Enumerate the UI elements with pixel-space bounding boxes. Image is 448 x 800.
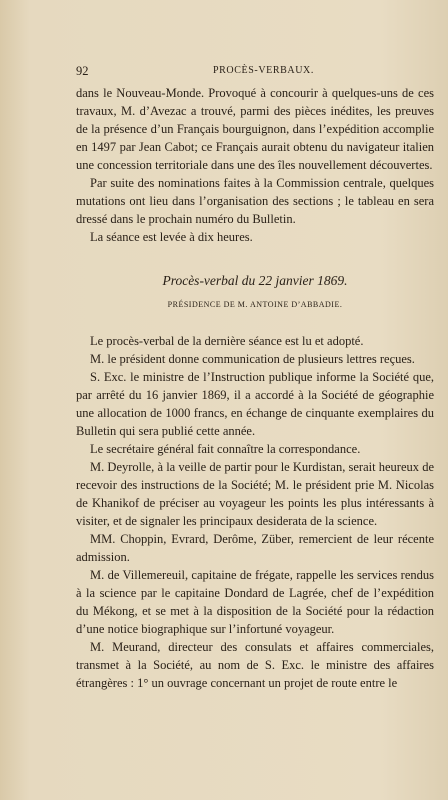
paragraph: La séance est levée à dix heures. [90, 230, 253, 244]
presidence-line: PRÉSIDENCE DE M. ANTOINE D’ABBADIE. [167, 300, 343, 309]
running-title: PROCÈS-VERBAUX. [213, 65, 314, 76]
page-number: 92 [76, 64, 89, 78]
paragraph: M. le président donne communication de plusieurs lettres reçues. [90, 352, 415, 366]
paragraph: dans le Nouveau-Monde. Provoqué à concourir à quelques-uns de ces travaux, M. d’Avezac a trouvé, parmi des pièces inédites, les preuves de la présence d’un Français bourguignon, dans l’expédition accomplie en 1497 par Jean Cabot; ce Français aurait obtenu du navigateur italien une concession territoriale dans une des îles nouvellement découvertes. [76, 86, 434, 172]
paragraph: Le secrétaire général fait connaître la correspondance. [90, 442, 361, 456]
page-body [76, 84, 434, 692]
paragraph: M. de Villemereuil, capitaine de frégate, rappelle les services rendus à la science par le capitaine Dondard de Lagrée, chef de l’expédition du Mékong, et se met à la disposition de la Société pour la rédaction d’une notice biographique sur l’infortuné voyageur. [76, 568, 434, 636]
paragraph: Le procès-verbal de la dernière séance est lu et adopté. [90, 334, 364, 348]
paragraph: S. Exc. le ministre de l’Instruction publique informe la Société que, par arrêté du 16 janvier 1869, il a accordé à la Société de géographie une allocation de 1000 francs, en échange de cinquante exemplaires du Bulletin qui sera publié cette année. [76, 370, 434, 438]
meeting-title: Procès-verbal du 22 janvier 1869. [162, 273, 348, 288]
paragraph: Par suite des nominations faites à la Commission centrale, quelques mutations ont lieu dans l’organisation des sections ; le tableau en sera dressé dans le prochain numéro du Bulletin. [76, 176, 434, 226]
paragraph: M. Meurand, directeur des consulats et affaires commerciales, transmet à la Société, au nom de S. Exc. le ministre des affaires étrangères : 1° un ouvrage concernant un projet de route entre le [76, 640, 434, 690]
previous-session-text [76, 84, 434, 246]
paragraph: MM. Choppin, Evrard, Derôme, Züber, remercient de leur récente admission. [76, 532, 434, 564]
paragraph: M. Deyrolle, à la veille de partir pour le Kurdistan, serait heureux de recevoir des instructions de la Société; M. le président prie M. Nicolas de Khanikof de préciser au voyageur les points les plus intéressants à visiter, et de signaler les principaux desiderata de la science. [76, 460, 434, 528]
meeting-minutes-text [76, 332, 434, 692]
